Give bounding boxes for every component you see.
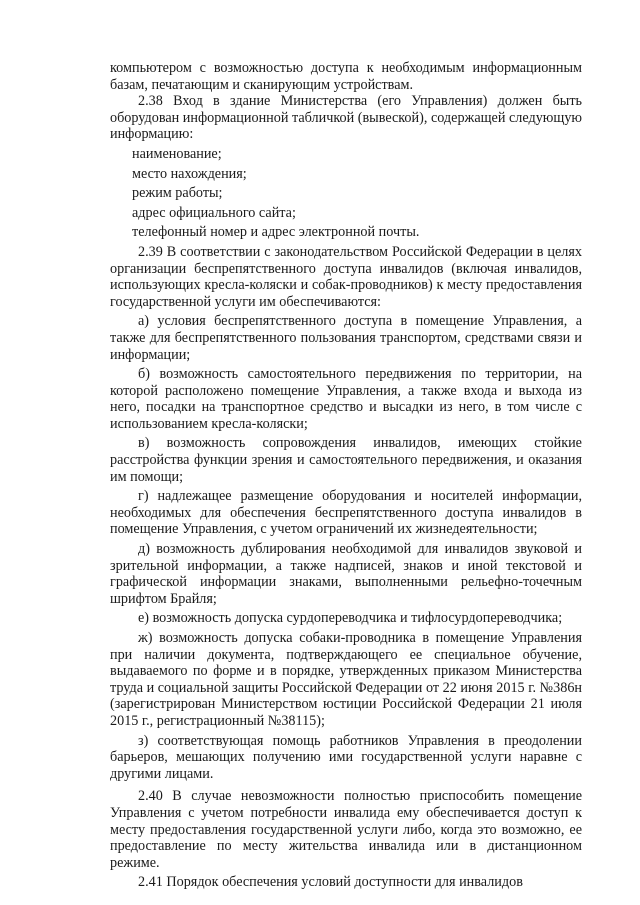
paragraph-continuation: компьютером с возможностью доступа к необходимым информационным базам, печатающим и сканирующим устройствам.	[110, 60, 582, 93]
paragraph-2-38: 2.38 Вход в здание Министерства (его Управления) должен быть оборудован информационной табличкой (вывеской), содержащей следующую информацию:	[110, 93, 583, 143]
item-g: г) надлежащее размещение оборудования и носителей информации, необходимых для обеспечения беспрепятственного доступа инвалидов в помещение Управления, с учетом ограничений их жизнедеятельности;	[110, 488, 582, 538]
paragraph-2-40: 2.40 В случае невозможности полностью приспособить помещение Управления с учетом потребности инвалида ему обеспечивается доступ к месту предоставления государственной услуги либо, когда это возможно, ее предоставление по месту жительства инвалида или в дистанционном режиме.	[110, 788, 582, 871]
item-b: б) возможность самостоятельного передвижения по территории, на которой расположено помещение Управления, а также входа и выхода из него, посадки на транспортное средство и высадки из него, в том числе с использованием кресла-коляски;	[110, 366, 582, 432]
list-item-name: наименование;	[132, 145, 222, 162]
item-zh: ж) возможность допуска собаки-проводника в помещение Управления при наличии документа, подтверждающего ее специальное обучение, выдаваемого по форме и в порядке, утвержденных приказом Министерства труда и социальной защиты Российской Федерации от 22 июня 2015 г. №386н (зарегистрирован Министерством юстиции Российской Федерации 21 июля 2015 г., регистрационный №38115);	[110, 630, 582, 729]
list-item-contacts: телефонный номер и адрес электронной почты.	[132, 224, 420, 241]
document-body	[110, 60, 582, 891]
item-a: а) условия беспрепятственного доступа в помещение Управления, а также для беспрепятственного пользования транспортом, средствами связи и информации;	[110, 313, 582, 363]
list-item-location: место нахождения;	[132, 165, 247, 182]
paragraph-2-41: 2.41 Порядок обеспечения условий доступности для инвалидов	[138, 874, 523, 891]
item-e: е) возможность допуска сурдопереводчика и тифлосурдопереводчика;	[138, 610, 563, 627]
paragraph-2-39: 2.39 В соответствии с законодательством Российской Федерации в целях организации беспрепятственного доступа инвалидов (включая инвалидов, использующих кресла-коляски и собак-проводников) к месту предоставления государственной услуги им обеспечиваются:	[110, 243, 582, 310]
item-z: з) соответствующая помощь работников Управления в преодолении барьеров, мешающих получению ими государственной услуги наравне с другими лицами.	[110, 732, 582, 782]
item-v: в) возможность сопровождения инвалидов, имеющих стойкие расстройства функции зрения и самостоятельного передвижения, и оказания им помощи;	[110, 435, 582, 485]
list-item-website: адрес официального сайта;	[132, 204, 296, 221]
list-item-schedule: режим работы;	[132, 185, 223, 202]
item-d: д) возможность дублирования необходимой для инвалидов звуковой и зрительной информации, а также надписей, знаков и иной текстовой и графической информации знаками, выполненными рельефно-точечным шрифтом Брайля;	[110, 541, 582, 607]
